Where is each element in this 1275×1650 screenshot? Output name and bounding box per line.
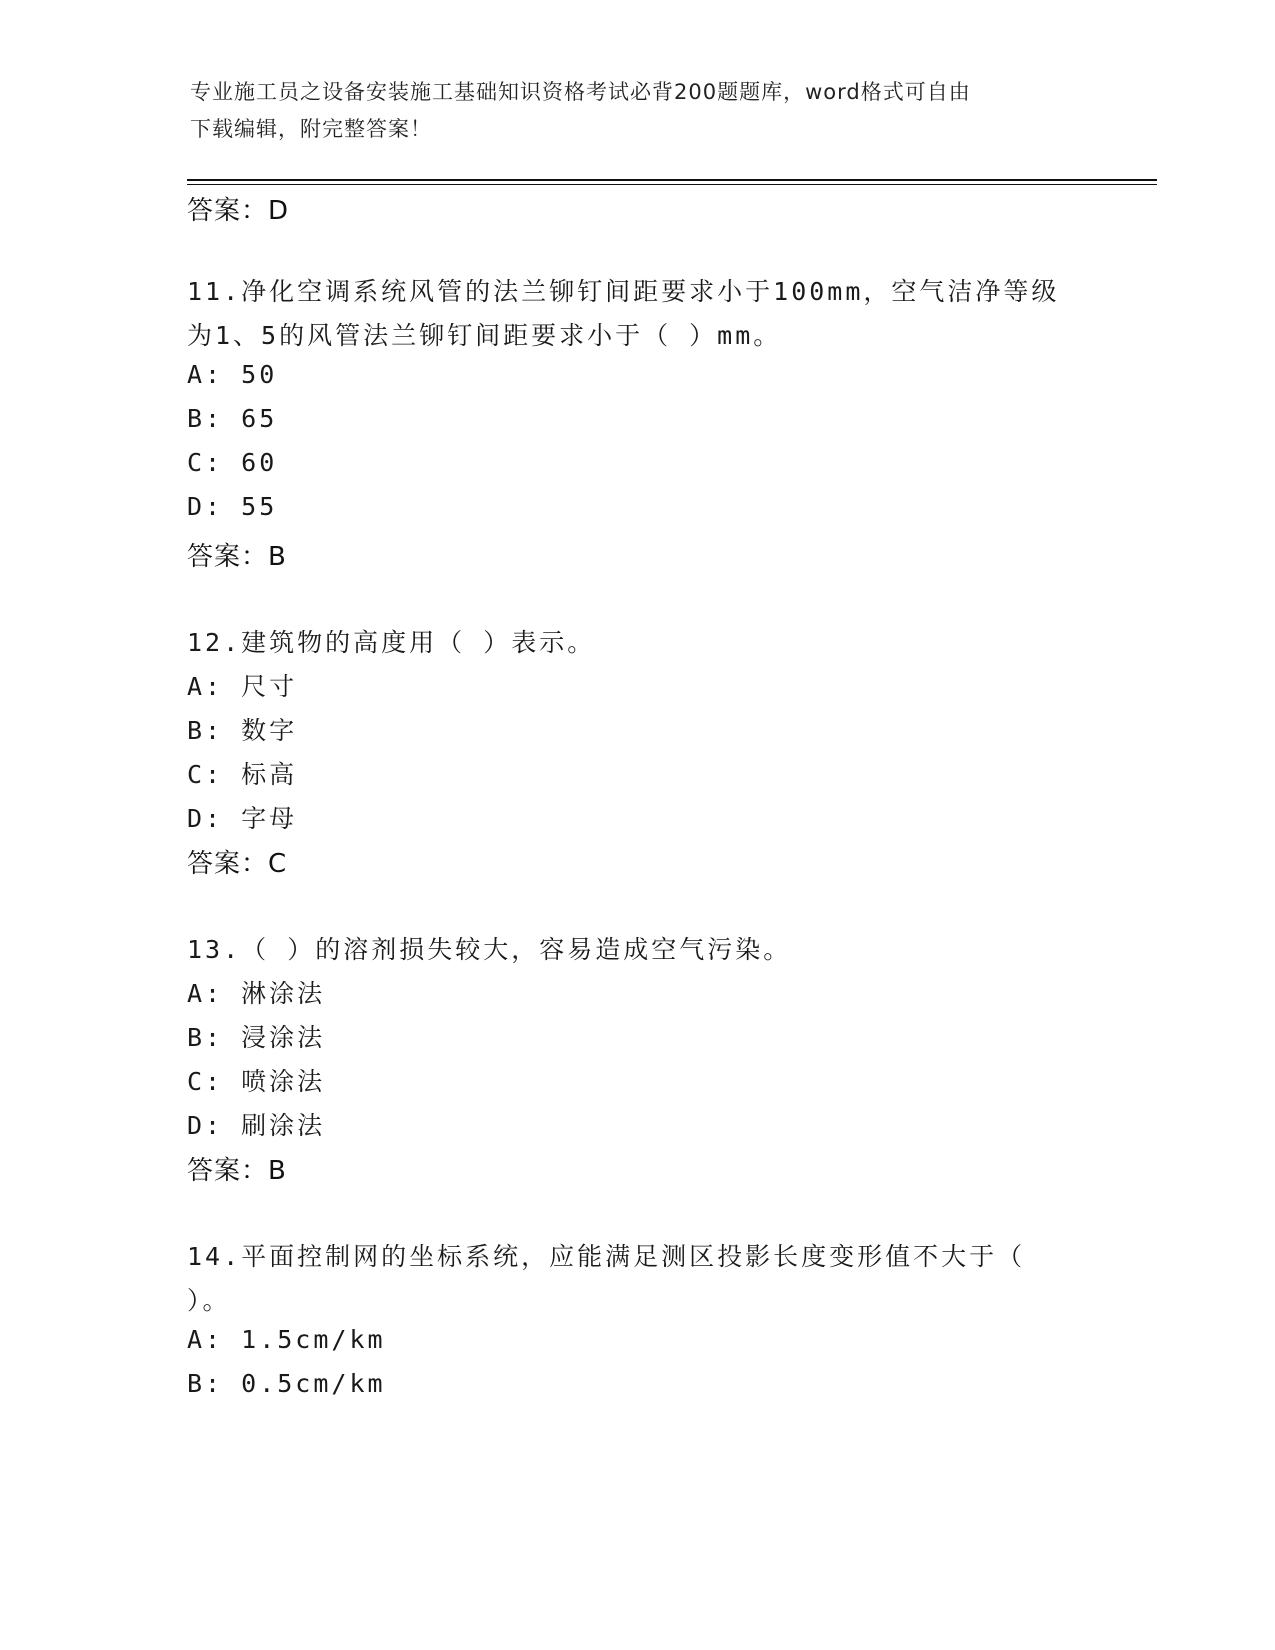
- question-14-stem-line-2: ）。: [187, 1286, 231, 1315]
- answer-q11: 答案：B: [187, 542, 287, 572]
- question-14-stem-line-1: 14.平面控制网的坐标系统，应能满足测区投影长度变形值不大于（: [187, 1242, 1026, 1271]
- question-11-stem-line-2: 为1、5的风管法兰铆钉间距要求小于（ ）mm。: [187, 321, 782, 350]
- question-12-option-d: D: 字母: [187, 804, 298, 833]
- question-14-option-b: B: 0.5cm/km: [187, 1369, 386, 1398]
- answer-q13: 答案：B: [187, 1156, 287, 1186]
- header-line-1: 专业施工员之设备安装施工基础知识资格考试必背200题题库，word格式可自由: [190, 80, 971, 104]
- question-12-option-c: C: 标高: [187, 760, 298, 789]
- question-12-option-b: B: 数字: [187, 716, 298, 745]
- header-divider-thick: [187, 179, 1157, 181]
- question-11-option-a: A: 50: [187, 360, 278, 389]
- question-13-option-c: C: 喷涂法: [187, 1067, 326, 1096]
- question-11-option-c: C: 60: [187, 448, 278, 477]
- document-header: [190, 74, 1090, 148]
- question-13-option-a: A: 淋涂法: [187, 979, 326, 1008]
- question-13-option-d: D: 刷涂法: [187, 1111, 326, 1140]
- question-12-stem: 12.建筑物的高度用（ ）表示。: [187, 628, 596, 657]
- header-line-2: 下载编辑，附完整答案！: [190, 117, 432, 141]
- question-12-option-a: A: 尺寸: [187, 672, 298, 701]
- question-13-stem: 13.（ ）的溶剂损失较大，容易造成空气污染。: [187, 935, 792, 964]
- question-11-stem-line-1: 11.净化空调系统风管的法兰铆钉间距要求小于100mm，空气洁净等级: [187, 277, 1060, 306]
- answer-q12: 答案：C: [187, 849, 288, 879]
- header-divider-thin: [187, 184, 1157, 185]
- question-11-option-b: B: 65: [187, 404, 278, 433]
- answer-q10: 答案：D: [187, 196, 290, 226]
- question-14-option-a: A: 1.5cm/km: [187, 1325, 386, 1354]
- question-13-option-b: B: 浸涂法: [187, 1023, 326, 1052]
- question-11-option-d: D: 55: [187, 492, 278, 521]
